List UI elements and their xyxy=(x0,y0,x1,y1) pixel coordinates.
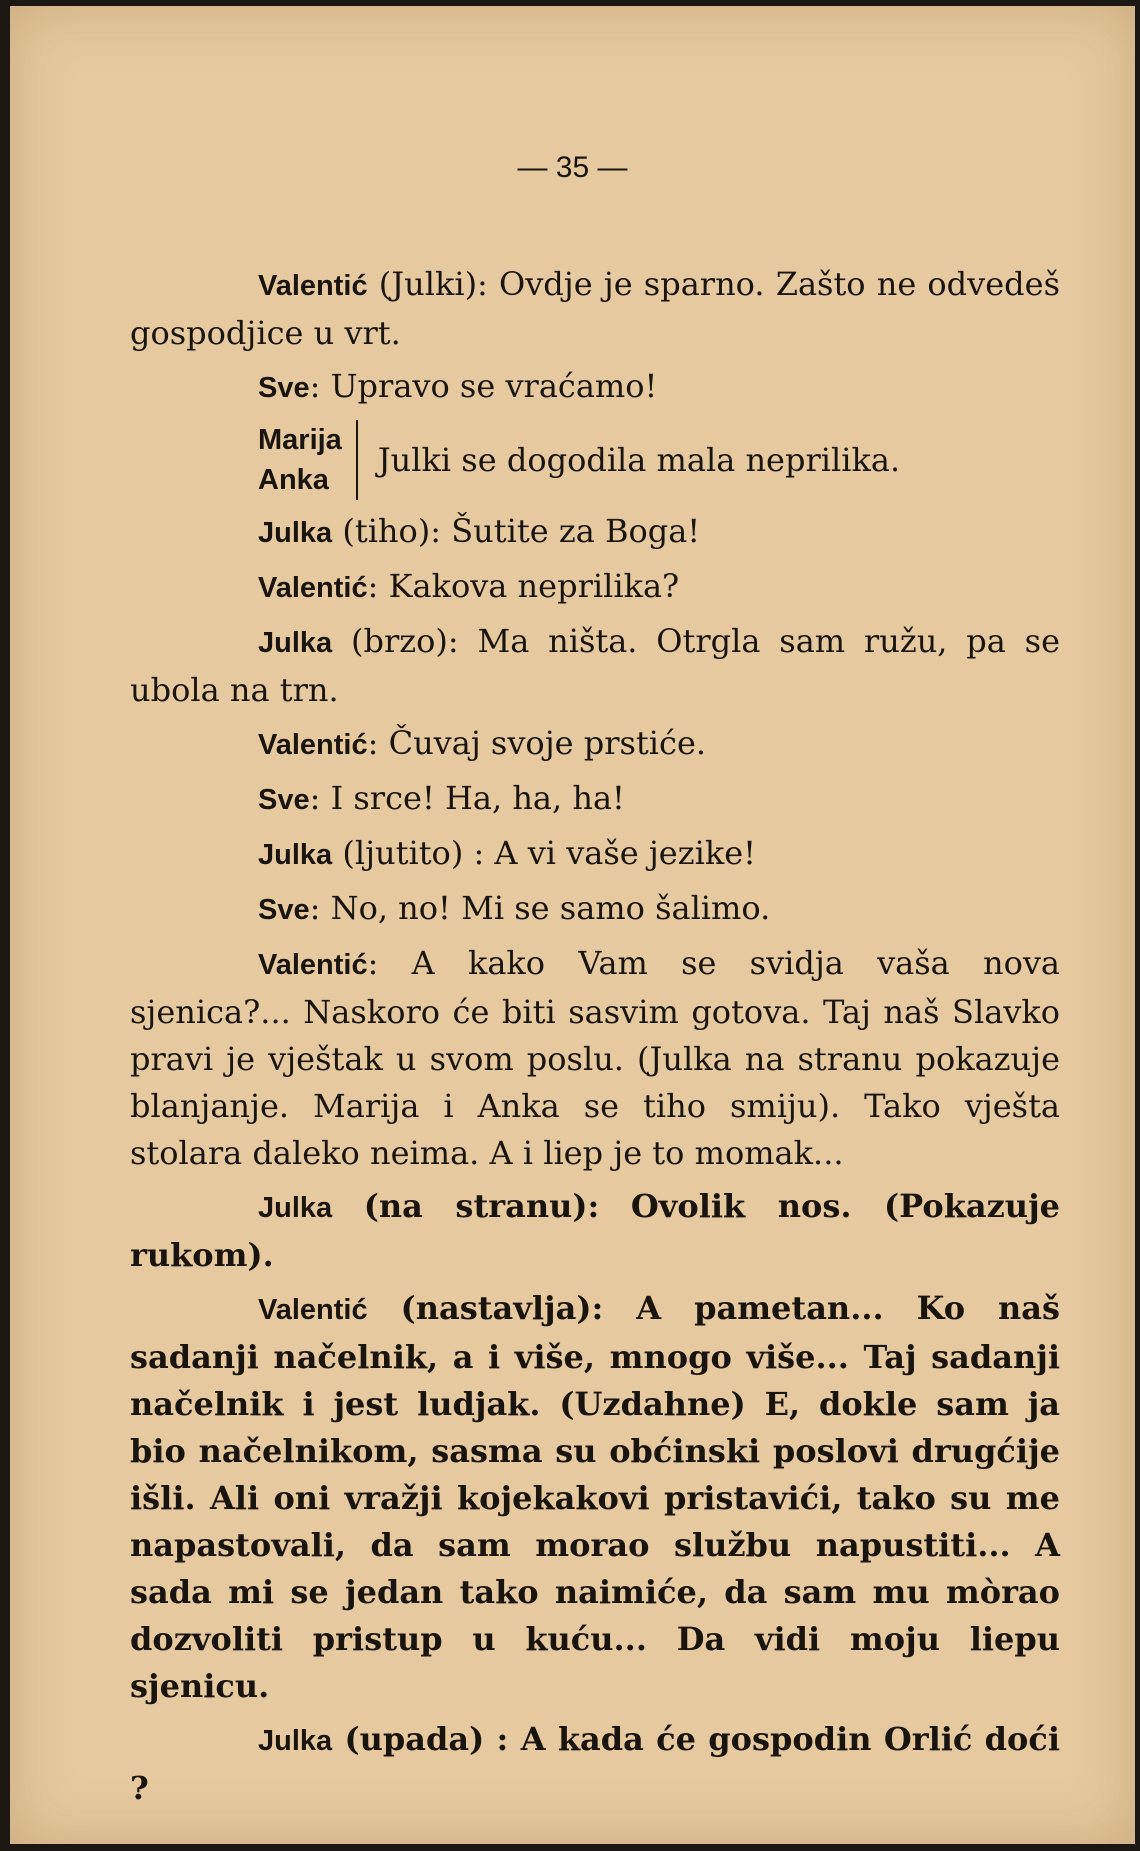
stage-direction: : xyxy=(367,944,379,982)
stage-direction: : xyxy=(309,889,321,927)
dialogue-line xyxy=(130,563,1060,612)
dialogue-line xyxy=(130,508,1060,557)
line-text: Ma ništa. Otrgla sam ružu, pa se ubola na trn. xyxy=(130,622,1061,709)
speaker-name: Sve xyxy=(258,894,310,926)
stage-direction: (upada) : xyxy=(344,1720,509,1758)
stage-direction: (ljutito) : xyxy=(342,834,485,872)
line-text: Upravo se vraćamo! xyxy=(330,367,658,405)
book-page xyxy=(10,6,1135,1844)
line-text: Kakova neprilika? xyxy=(388,567,680,605)
line-text: A vi vaše jezike! xyxy=(494,834,757,872)
speaker-name: Julka xyxy=(258,839,333,871)
dialogue-line xyxy=(130,1183,1060,1279)
stage-direction: (brzo): xyxy=(350,622,459,660)
stage-direction: : xyxy=(367,724,379,762)
line-text: Šutite za Boga! xyxy=(451,512,701,550)
dialogue-line xyxy=(130,261,1060,357)
line-text: Ovolik nos. (Pokazuje rukom). xyxy=(130,1187,1061,1274)
line-text: A pametan... Ko naš sadanji načelnik, a i više, mnogo više... Taj sadanji načelnik i jest ludjak. (Uzdahne) E, dokle sam ja bio načelnikom, sasma su obćinski poslovi drugćije išli. Ali oni vražji kojekakovi pristavići, tako su me napastovali, da sam morao službu napustiti... A sada mi se jedan tako naimiće, da sam mu mòrao dozvoliti pristup u kuću... Da vidi moju liepu sjenicu. xyxy=(130,1289,1061,1705)
stage-direction: (tiho): xyxy=(342,512,442,550)
group-speakers xyxy=(258,420,358,500)
speaker-name: Julka xyxy=(258,1192,333,1224)
line-text: Ovdje je sparno. Zašto ne odvedeš gospodjice u vrt. xyxy=(130,265,1061,352)
dialogue-line xyxy=(130,830,1060,879)
speaker-name: Julka xyxy=(258,627,333,659)
speaker-name: Valentić xyxy=(258,949,368,981)
dialogue-line xyxy=(130,1285,1060,1710)
line-text: A kada će gospodin Orlić doći ? xyxy=(130,1720,1061,1807)
line-text: Čuvaj svoje prstiće. xyxy=(388,724,707,762)
stage-direction: (na stranu): xyxy=(363,1187,600,1225)
speaker-name: Julka xyxy=(258,1725,333,1757)
dialogue-line-group xyxy=(258,420,1060,500)
dialogue-line xyxy=(130,363,1060,412)
speaker-name: Valentić xyxy=(258,729,368,761)
stage-direction: : xyxy=(309,779,321,817)
speaker-name: Valentić xyxy=(258,270,368,302)
speaker-name: Julka xyxy=(258,517,333,549)
dialogue-line xyxy=(130,940,1060,1177)
dialogue-line xyxy=(130,775,1060,824)
speaker-name: Sve xyxy=(258,784,310,816)
play-text xyxy=(130,261,1060,1818)
stage-direction: (nastavlja): xyxy=(400,1289,604,1327)
line-text: Julki se dogodila mala neprilika. xyxy=(377,440,901,479)
speaker-name: Anka xyxy=(258,464,329,496)
stage-direction: : xyxy=(367,567,379,605)
speaker-name: Valentić xyxy=(258,1294,368,1326)
stage-direction: : xyxy=(309,367,321,405)
line-text: No, no! Mi se samo šalimo. xyxy=(330,889,771,927)
line-text: I srce! Ha, ha, ha! xyxy=(330,779,625,817)
speaker-name: Valentić xyxy=(258,572,368,604)
speaker-name: Sve xyxy=(258,372,310,404)
page-number: — 35 — xyxy=(517,151,628,184)
dialogue-line xyxy=(130,720,1060,769)
stage-direction: (Julki): xyxy=(378,265,488,303)
speaker-name: Marija xyxy=(258,424,342,456)
line-text: A kako Vam se svidja vaša nova sjenica?... Naskoro će biti sasvim gotova. Taj naš Slavko pravi je vještak u svom poslu. (Julka na stranu pokazuje blanjanje. Marija i Anka se tiho smiju). Tako vješta stolara daleko neima. A i liep je to momak... xyxy=(130,944,1061,1172)
dialogue-line xyxy=(130,1716,1060,1812)
dialogue-line xyxy=(130,618,1060,714)
dialogue-line xyxy=(130,885,1060,934)
